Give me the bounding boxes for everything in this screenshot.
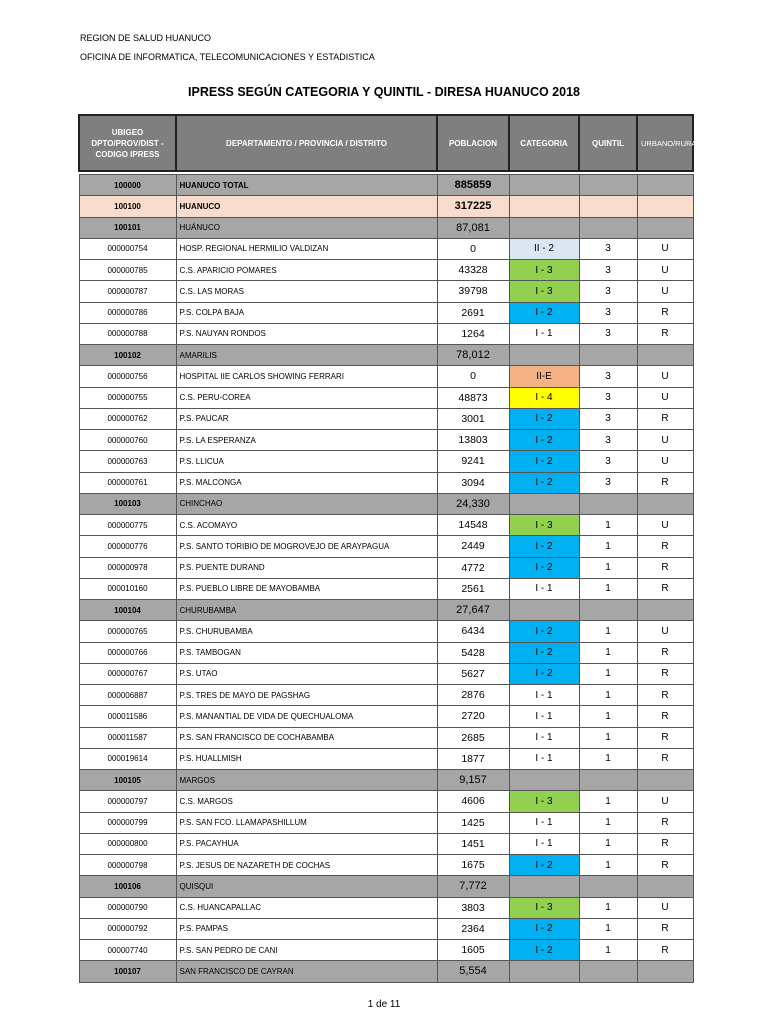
- name-cell: P.S. HUALLMISH: [176, 748, 437, 769]
- name-cell: CHURUBAMBA: [176, 600, 437, 621]
- quintil-cell: 3: [579, 451, 637, 472]
- table-row: [79, 260, 693, 281]
- quintil-cell: 3: [579, 302, 637, 323]
- urban-rural-cell: R: [637, 642, 693, 663]
- name-cell: HUANUCO: [176, 196, 437, 217]
- office-header: OFICINA DE INFORMATICA, TELECOMUNICACIONES Y ESTADISTICA: [80, 52, 375, 62]
- ubigeo-cell: 000000792: [79, 918, 176, 939]
- name-cell: AMARILIS: [176, 345, 437, 366]
- urban-rural-cell: U: [637, 366, 693, 387]
- ubigeo-cell: 000011587: [79, 727, 176, 748]
- ubigeo-cell: 100104: [79, 600, 176, 621]
- quintil-cell: 3: [579, 430, 637, 451]
- quintil-cell: 1: [579, 706, 637, 727]
- col-header-quintil: QUINTIL: [579, 115, 637, 171]
- prov-row: [79, 196, 693, 217]
- population-cell: 5627: [437, 663, 509, 684]
- table-row: [79, 940, 693, 961]
- quintil-cell: [579, 770, 637, 791]
- dist-row: [79, 961, 693, 982]
- page-number: 1 de 11: [367, 999, 401, 1010]
- quintil-cell: 3: [579, 323, 637, 344]
- table-row: [79, 897, 693, 918]
- quintil-cell: 1: [579, 557, 637, 578]
- urban-rural-cell: [637, 196, 693, 217]
- urban-rural-cell: R: [637, 472, 693, 493]
- ubigeo-cell: 000007740: [79, 940, 176, 961]
- name-cell: P.S. TRES DE MAYO DE PAGSHAG: [176, 685, 437, 706]
- quintil-cell: 1: [579, 536, 637, 557]
- table-row: [79, 833, 693, 854]
- table-row: [79, 791, 693, 812]
- name-cell: SAN FRANCISCO DE CAYRAN: [176, 961, 437, 982]
- name-cell: P.S. LA ESPERANZA: [176, 430, 437, 451]
- name-cell: P.S. SANTO TORIBIO DE MOGROVEJO DE ARAYPAGUA: [176, 536, 437, 557]
- quintil-cell: [579, 961, 637, 982]
- table-header-row: [79, 115, 693, 171]
- quintil-cell: 3: [579, 366, 637, 387]
- ubigeo-cell: 000000800: [79, 833, 176, 854]
- urban-rural-cell: R: [637, 685, 693, 706]
- table-row: [79, 238, 693, 259]
- name-cell: P.S. PUENTE DURAND: [176, 557, 437, 578]
- population-cell: 1451: [437, 833, 509, 854]
- quintil-cell: 1: [579, 685, 637, 706]
- population-cell: 1264: [437, 323, 509, 344]
- category-cell: I - 1: [509, 323, 579, 344]
- ubigeo-cell: 000000799: [79, 812, 176, 833]
- urban-rural-cell: [637, 600, 693, 621]
- category-cell: [509, 876, 579, 897]
- urban-rural-cell: R: [637, 833, 693, 854]
- urban-rural-cell: U: [637, 387, 693, 408]
- category-cell: I - 3: [509, 515, 579, 536]
- name-cell: P.S. TAMBOGAN: [176, 642, 437, 663]
- col-header-departamento: DEPARTAMENTO / PROVINCIA / DISTRITO: [176, 115, 437, 171]
- ubigeo-cell: 100100: [79, 196, 176, 217]
- category-cell: [509, 493, 579, 514]
- population-cell: 13803: [437, 430, 509, 451]
- ubigeo-cell: 000000761: [79, 472, 176, 493]
- urban-rural-cell: U: [637, 791, 693, 812]
- category-cell: [509, 217, 579, 238]
- quintil-cell: 1: [579, 727, 637, 748]
- name-cell: C.S. LAS MORAS: [176, 281, 437, 302]
- category-cell: I - 2: [509, 663, 579, 684]
- category-cell: I - 2: [509, 940, 579, 961]
- category-cell: I - 3: [509, 897, 579, 918]
- population-cell: 3094: [437, 472, 509, 493]
- table-row: [79, 855, 693, 876]
- name-cell: C.S. ACOMAYO: [176, 515, 437, 536]
- population-cell: 3001: [437, 408, 509, 429]
- population-cell: 1425: [437, 812, 509, 833]
- urban-rural-cell: R: [637, 748, 693, 769]
- population-cell: 2876: [437, 685, 509, 706]
- table-row: [79, 323, 693, 344]
- category-cell: II-E: [509, 366, 579, 387]
- quintil-cell: 1: [579, 897, 637, 918]
- quintil-cell: [579, 217, 637, 238]
- population-cell: 2685: [437, 727, 509, 748]
- category-cell: I - 3: [509, 791, 579, 812]
- urban-rural-cell: R: [637, 727, 693, 748]
- category-cell: I - 3: [509, 260, 579, 281]
- ubigeo-cell: 100103: [79, 493, 176, 514]
- quintil-cell: 3: [579, 281, 637, 302]
- category-cell: I - 3: [509, 281, 579, 302]
- ubigeo-cell: 000000786: [79, 302, 176, 323]
- category-cell: I - 2: [509, 472, 579, 493]
- ubigeo-cell: 000000797: [79, 791, 176, 812]
- ubigeo-cell: 000000766: [79, 642, 176, 663]
- category-cell: I - 4: [509, 387, 579, 408]
- name-cell: P.S. CHURUBAMBA: [176, 621, 437, 642]
- table-row: [79, 451, 693, 472]
- population-cell: 9241: [437, 451, 509, 472]
- population-cell: 1605: [437, 940, 509, 961]
- category-cell: I - 2: [509, 430, 579, 451]
- ubigeo-cell: 100101: [79, 217, 176, 238]
- category-cell: I - 1: [509, 812, 579, 833]
- category-cell: I - 1: [509, 706, 579, 727]
- urban-rural-cell: U: [637, 451, 693, 472]
- urban-rural-cell: R: [637, 940, 693, 961]
- urban-rural-cell: R: [637, 323, 693, 344]
- urban-rural-cell: R: [637, 578, 693, 599]
- name-cell: P.S. UTAO: [176, 663, 437, 684]
- name-cell: C.S. PERU-COREA: [176, 387, 437, 408]
- quintil-cell: 1: [579, 855, 637, 876]
- table-row: [79, 408, 693, 429]
- ubigeo-cell: 000000754: [79, 238, 176, 259]
- table-row: [79, 663, 693, 684]
- category-cell: I - 2: [509, 557, 579, 578]
- urban-rural-cell: R: [637, 918, 693, 939]
- ubigeo-cell: 100106: [79, 876, 176, 897]
- quintil-cell: 1: [579, 791, 637, 812]
- urban-rural-cell: R: [637, 302, 693, 323]
- population-cell: 317225: [437, 196, 509, 217]
- name-cell: P.S. JESUS DE NAZARETH DE COCHAS: [176, 855, 437, 876]
- population-cell: 1877: [437, 748, 509, 769]
- population-cell: 43328: [437, 260, 509, 281]
- name-cell: P.S. NAUYAN RONDOS: [176, 323, 437, 344]
- ubigeo-cell: 100102: [79, 345, 176, 366]
- urban-rural-cell: U: [637, 621, 693, 642]
- ubigeo-cell: 000019614: [79, 748, 176, 769]
- quintil-cell: [579, 493, 637, 514]
- ubigeo-cell: 000000765: [79, 621, 176, 642]
- table-row: [79, 515, 693, 536]
- ubigeo-cell: 100000: [79, 175, 176, 196]
- table-row: [79, 472, 693, 493]
- col-header-poblacion: POBLACION: [437, 115, 509, 171]
- population-cell: 5,554: [437, 961, 509, 982]
- quintil-cell: [579, 345, 637, 366]
- ubigeo-cell: 000010160: [79, 578, 176, 599]
- ubigeo-cell: 000000762: [79, 408, 176, 429]
- page-title: IPRESS SEGÚN CATEGORIA Y QUINTIL - DIRESA HUANUCO 2018: [188, 85, 580, 99]
- category-cell: I - 1: [509, 578, 579, 599]
- ubigeo-cell: 000000787: [79, 281, 176, 302]
- table-row: [79, 727, 693, 748]
- category-cell: I - 2: [509, 621, 579, 642]
- name-cell: P.S. SAN PEDRO DE CANI: [176, 940, 437, 961]
- ubigeo-cell: 000000978: [79, 557, 176, 578]
- table-row: [79, 302, 693, 323]
- name-cell: MARGOS: [176, 770, 437, 791]
- urban-rural-cell: [637, 217, 693, 238]
- name-cell: P.S. PACAYHUA: [176, 833, 437, 854]
- ubigeo-cell: 000000785: [79, 260, 176, 281]
- name-cell: P.S. PUEBLO LIBRE DE MAYOBAMBA: [176, 578, 437, 599]
- population-cell: 0: [437, 366, 509, 387]
- population-cell: 78,012: [437, 345, 509, 366]
- ubigeo-cell: 000000788: [79, 323, 176, 344]
- ubigeo-cell: 000000790: [79, 897, 176, 918]
- category-cell: [509, 770, 579, 791]
- quintil-cell: 3: [579, 387, 637, 408]
- table-row: [79, 706, 693, 727]
- category-cell: I - 2: [509, 536, 579, 557]
- dist-row: [79, 217, 693, 238]
- category-cell: I - 2: [509, 451, 579, 472]
- ubigeo-cell: 000000776: [79, 536, 176, 557]
- ubigeo-cell: 000000760: [79, 430, 176, 451]
- quintil-cell: [579, 175, 637, 196]
- quintil-cell: 1: [579, 663, 637, 684]
- category-cell: I - 2: [509, 408, 579, 429]
- urban-rural-cell: R: [637, 706, 693, 727]
- urban-rural-cell: R: [637, 557, 693, 578]
- name-cell: P.S. LLICUA: [176, 451, 437, 472]
- quintil-cell: 3: [579, 238, 637, 259]
- table-row: [79, 642, 693, 663]
- urban-rural-cell: U: [637, 430, 693, 451]
- population-cell: 0: [437, 238, 509, 259]
- category-cell: II - 2: [509, 238, 579, 259]
- urban-rural-cell: U: [637, 281, 693, 302]
- urban-rural-cell: U: [637, 515, 693, 536]
- category-cell: [509, 600, 579, 621]
- name-cell: CHINCHAO: [176, 493, 437, 514]
- population-cell: 39798: [437, 281, 509, 302]
- urban-rural-cell: [637, 961, 693, 982]
- urban-rural-cell: [637, 876, 693, 897]
- col-header-ubigeo: UBIGEO DPTO/PROV/DIST - CODIGO IPRESS: [79, 115, 176, 171]
- population-cell: 14548: [437, 515, 509, 536]
- ubigeo-cell: 000006887: [79, 685, 176, 706]
- table-row: [79, 621, 693, 642]
- quintil-cell: 1: [579, 833, 637, 854]
- table-row: [79, 685, 693, 706]
- category-cell: I - 2: [509, 918, 579, 939]
- population-cell: 87,081: [437, 217, 509, 238]
- dist-row: [79, 600, 693, 621]
- name-cell: C.S. MARGOS: [176, 791, 437, 812]
- dist-row: [79, 493, 693, 514]
- urban-rural-cell: R: [637, 855, 693, 876]
- quintil-cell: 1: [579, 642, 637, 663]
- population-cell: 885859: [437, 175, 509, 196]
- population-cell: 3803: [437, 897, 509, 918]
- table-row: [79, 748, 693, 769]
- dist-row: [79, 770, 693, 791]
- quintil-cell: 1: [579, 515, 637, 536]
- urban-rural-cell: [637, 493, 693, 514]
- quintil-cell: [579, 876, 637, 897]
- name-cell: HUÁNUCO: [176, 217, 437, 238]
- quintil-cell: 1: [579, 918, 637, 939]
- urban-rural-cell: U: [637, 260, 693, 281]
- population-cell: 2449: [437, 536, 509, 557]
- urban-rural-cell: [637, 345, 693, 366]
- quintil-cell: 1: [579, 621, 637, 642]
- urban-rural-cell: R: [637, 812, 693, 833]
- category-cell: [509, 961, 579, 982]
- population-cell: 27,647: [437, 600, 509, 621]
- urban-rural-cell: [637, 770, 693, 791]
- table-row: [79, 812, 693, 833]
- name-cell: P.S. COLPA BAJA: [176, 302, 437, 323]
- ubigeo-cell: 000000755: [79, 387, 176, 408]
- category-cell: I - 1: [509, 685, 579, 706]
- col-header-categoria: CATEGORIA: [509, 115, 579, 171]
- population-cell: 6434: [437, 621, 509, 642]
- quintil-cell: 1: [579, 748, 637, 769]
- category-cell: [509, 175, 579, 196]
- quintil-cell: 3: [579, 408, 637, 429]
- category-cell: I - 2: [509, 642, 579, 663]
- population-cell: 1675: [437, 855, 509, 876]
- quintil-cell: 3: [579, 472, 637, 493]
- category-cell: [509, 196, 579, 217]
- table-row: [79, 387, 693, 408]
- category-cell: I - 1: [509, 748, 579, 769]
- quintil-cell: 1: [579, 812, 637, 833]
- table-body: [79, 171, 693, 982]
- urban-rural-cell: U: [637, 897, 693, 918]
- category-cell: I - 2: [509, 855, 579, 876]
- name-cell: P.S. PAUCAR: [176, 408, 437, 429]
- table-row: [79, 281, 693, 302]
- name-cell: P.S. SAN FCO. LLAMAPASHILLUM: [176, 812, 437, 833]
- total-row: [79, 175, 693, 196]
- population-cell: 2561: [437, 578, 509, 599]
- population-cell: 24,330: [437, 493, 509, 514]
- name-cell: C.S. APARICIO POMARES: [176, 260, 437, 281]
- region-header: REGION DE SALUD HUANUCO: [80, 33, 212, 43]
- col-header-urbano-rural: URBANO/RURAL: [637, 115, 693, 171]
- category-cell: I - 2: [509, 302, 579, 323]
- population-cell: 9,157: [437, 770, 509, 791]
- ubigeo-cell: 000000756: [79, 366, 176, 387]
- urban-rural-cell: R: [637, 663, 693, 684]
- name-cell: HOSP. REGIONAL HERMILIO VALDIZAN: [176, 238, 437, 259]
- name-cell: C.S. HUANCAPALLAC: [176, 897, 437, 918]
- ipress-table: [78, 114, 701, 983]
- ubigeo-cell: 000011586: [79, 706, 176, 727]
- name-cell: QUISQUI: [176, 876, 437, 897]
- population-cell: 7,772: [437, 876, 509, 897]
- table-row: [79, 430, 693, 451]
- name-cell: P.S. MALCONGA: [176, 472, 437, 493]
- table-row: [79, 536, 693, 557]
- ubigeo-cell: 000000763: [79, 451, 176, 472]
- ubigeo-cell: 000000775: [79, 515, 176, 536]
- name-cell: HUANUCO TOTAL: [176, 175, 437, 196]
- ubigeo-cell: 100107: [79, 961, 176, 982]
- category-cell: I - 1: [509, 833, 579, 854]
- population-cell: 5428: [437, 642, 509, 663]
- dist-row: [79, 876, 693, 897]
- table-row: [79, 557, 693, 578]
- dist-row: [79, 345, 693, 366]
- quintil-cell: [579, 196, 637, 217]
- quintil-cell: 1: [579, 578, 637, 599]
- population-cell: 4772: [437, 557, 509, 578]
- urban-rural-cell: [637, 175, 693, 196]
- quintil-cell: [579, 600, 637, 621]
- population-cell: 2720: [437, 706, 509, 727]
- population-cell: 2364: [437, 918, 509, 939]
- population-cell: 2691: [437, 302, 509, 323]
- table-row: [79, 578, 693, 599]
- category-cell: [509, 345, 579, 366]
- quintil-cell: 1: [579, 940, 637, 961]
- ubigeo-cell: 100105: [79, 770, 176, 791]
- name-cell: HOSPITAL IIE CARLOS SHOWING FERRARI: [176, 366, 437, 387]
- population-cell: 4606: [437, 791, 509, 812]
- table-row: [79, 366, 693, 387]
- urban-rural-cell: U: [637, 238, 693, 259]
- name-cell: P.S. MANANTIAL DE VIDA DE QUECHUALOMA: [176, 706, 437, 727]
- name-cell: P.S. PAMPAS: [176, 918, 437, 939]
- table-row: [79, 918, 693, 939]
- ubigeo-cell: 000000767: [79, 663, 176, 684]
- ubigeo-cell: 000000798: [79, 855, 176, 876]
- population-cell: 48873: [437, 387, 509, 408]
- category-cell: I - 1: [509, 727, 579, 748]
- urban-rural-cell: R: [637, 408, 693, 429]
- quintil-cell: 3: [579, 260, 637, 281]
- urban-rural-cell: R: [637, 536, 693, 557]
- name-cell: P.S. SAN FRANCISCO DE COCHABAMBA: [176, 727, 437, 748]
